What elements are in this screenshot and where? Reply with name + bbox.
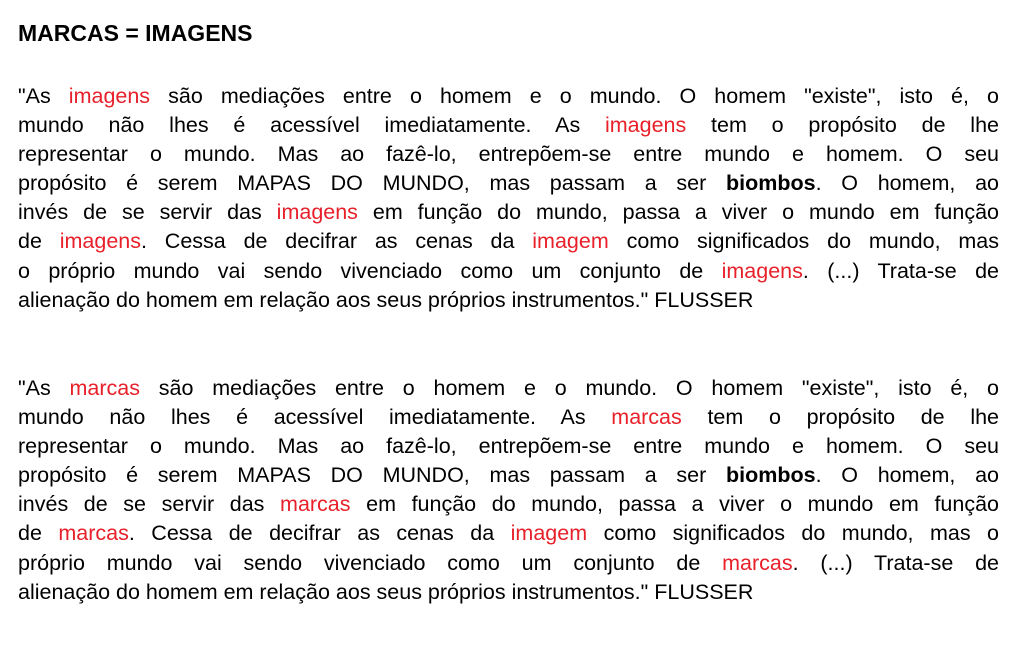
text-segment: o próprio mundo vai sendo vivenciado como um conjunto de [18, 258, 722, 283]
text-line [18, 432, 999, 461]
text-line [18, 578, 999, 607]
text-line [18, 169, 999, 198]
text-segment: de [18, 229, 60, 254]
text-segment: "As [18, 84, 69, 108]
text-segment: mundo não lhes é acessível imediatamente. As [18, 113, 605, 138]
highlighted-word: imagens [721, 258, 803, 283]
text-segment: de [18, 521, 59, 546]
text-line [18, 227, 999, 256]
text-segment: . O homem, ao [815, 171, 999, 196]
text-line [18, 403, 999, 432]
text-segment: . O homem, ao [815, 463, 999, 488]
text-line [18, 257, 999, 286]
text-segment: invés de se servir das [18, 200, 277, 225]
text-segment: mundo não lhes é acessível imediatamente. As [18, 405, 612, 430]
text-line [18, 490, 999, 519]
text-segment: tem o propósito de lhe [681, 405, 999, 430]
text-segment: alienação do homem em relação aos seus próprios instrumentos." FLUSSER [18, 579, 754, 604]
text-segment: . Cessa de decifrar as cenas da [128, 521, 511, 546]
text-segment: invés de se servir das [18, 492, 281, 517]
quote-paragraph-marcas [18, 374, 999, 607]
text-segment: . (...) Trata-se de [802, 258, 999, 283]
highlighted-word: marcas [280, 492, 351, 517]
text-segment: próprio mundo vai sendo vivenciado como um conjunto de [18, 550, 723, 575]
highlighted-word: marcas [722, 550, 793, 575]
highlighted-word: marcas [69, 376, 140, 400]
highlighted-word: imagens [276, 200, 358, 225]
text-segment: propósito é serem MAPAS DO MUNDO, mas passam a ser [18, 171, 727, 196]
text-segment: . Cessa de decifrar as cenas da [141, 229, 533, 254]
bold-word: biombos [726, 171, 816, 196]
highlighted-word: marcas [58, 521, 129, 546]
text-segment: . (...) Trata-se de [792, 550, 999, 575]
text-line [18, 549, 999, 578]
text-segment: alienação do homem em relação aos seus próprios instrumentos." FLUSSER [18, 287, 754, 312]
text-line [18, 111, 999, 140]
text-segment: são mediações entre o homem e o mundo. O homem "existe", isto é, o [140, 376, 999, 400]
text-segment: em função do mundo, passa a viver o mundo em função [350, 492, 999, 517]
text-line [18, 374, 999, 403]
text-segment: propósito é serem MAPAS DO MUNDO, mas passam a ser [18, 463, 727, 488]
text-segment: tem o propósito de lhe [686, 113, 999, 138]
text-line [18, 140, 999, 169]
text-line [18, 286, 999, 315]
quote-paragraph-imagens [18, 82, 999, 315]
bold-word: biombos [726, 463, 816, 488]
highlighted-word: marcas [611, 405, 682, 430]
highlighted-word: imagens [604, 113, 687, 138]
text-segment: representar o mundo. Mas ao fazê-lo, entrepõem-se entre mundo e homem. O seu [18, 142, 999, 167]
text-segment: como significados do mundo, mas o [587, 521, 999, 546]
highlighted-word: imagens [68, 84, 151, 108]
text-segment: representar o mundo. Mas ao fazê-lo, entrepõem-se entre mundo e homem. O seu [18, 434, 999, 459]
text-line [18, 519, 999, 548]
text-segment: são mediações entre o homem e o mundo. O homem "existe", isto é, o [150, 84, 999, 108]
text-line [18, 461, 999, 490]
highlighted-word: imagem [532, 229, 609, 254]
text-line [18, 198, 999, 227]
highlighted-word: imagem [510, 521, 588, 546]
text-segment: "As [18, 376, 70, 400]
text-segment: em função do mundo, passa a viver o mundo em função [357, 200, 999, 225]
highlighted-word: imagens [59, 229, 142, 254]
text-line [18, 82, 999, 111]
page-title: MARCAS = IMAGENS [18, 20, 253, 46]
text-segment: como significados do mundo, mas [608, 229, 999, 254]
